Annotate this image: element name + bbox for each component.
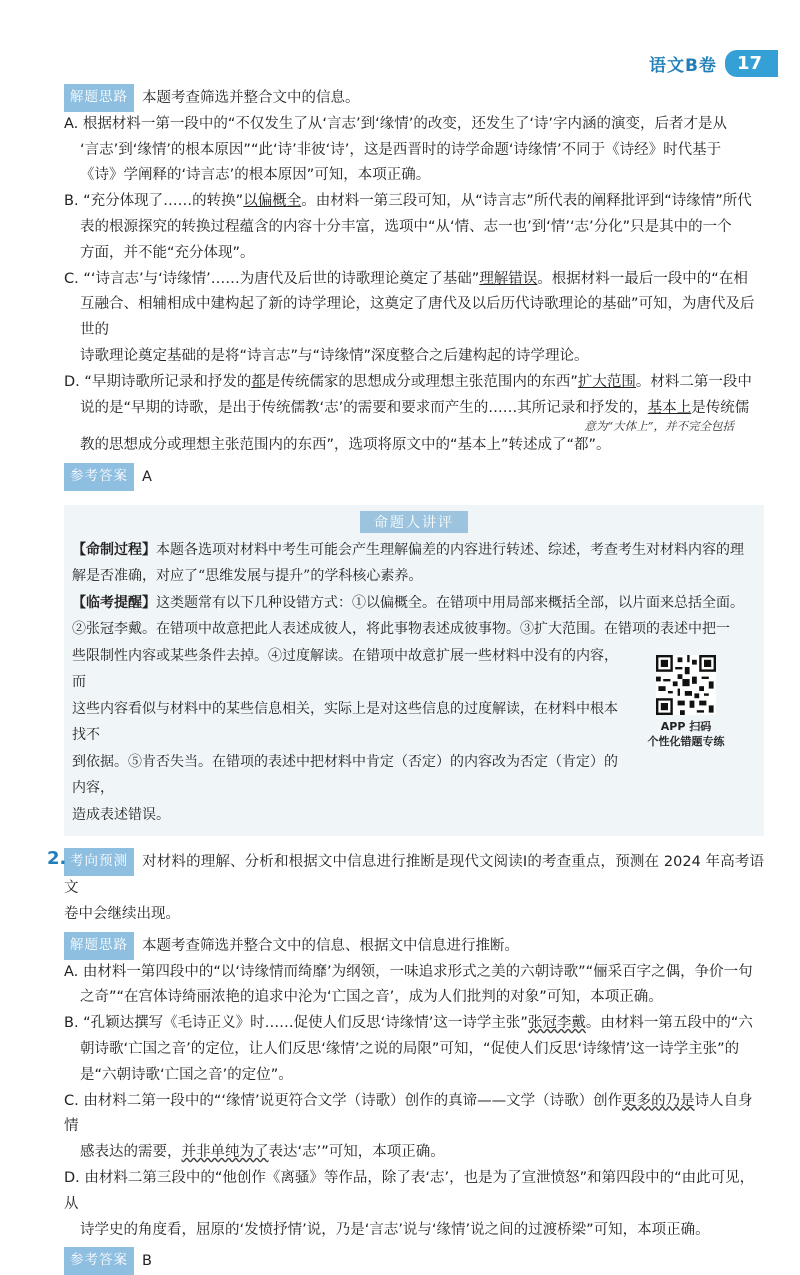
qr-code-area[interactable] [626,655,746,749]
text-span: D. 由材料二第三段中的“他创作《离骚》等作品，除了表‘志’，也是为了宣泄愤怒”和第四段中的“由此可见，从 [64,1170,755,1212]
text-span: 是“六朝诗歌‘亡国之音’的定位”。 [80,1066,293,1083]
text-span [699,686,704,691]
subject-label: 语文B卷 [648,55,717,76]
text-span: 朝诗歌‘亡国之音’的定位，让人们反思‘缘情’之说的局限”可知，“促使人们反思‘诗缘情’这一诗学主张”的 [80,1041,740,1058]
text-span: C. “‘诗言志’与‘诗缘情’……为唐代及后世的诗歌理论奠定了基础” [64,270,480,287]
text-span: 《诗》学阐释的‘诗言志’的根本原因”可知，本项正确。 [80,167,431,184]
text-span: 诗歌理论奠定基础的是将“诗言志”与“诗缘情”深度整合之后建构起的诗学理论。 [80,347,589,364]
text-span [702,677,709,679]
question-number: 2. [47,848,67,870]
text-span: 【命制过程】 [72,541,156,558]
text-span [678,701,685,706]
s2-option-d [64,1166,764,1243]
s2-answer [64,1247,764,1275]
text-span [690,701,695,708]
text-span: 表的根源探究的转换过程蕴含的内容十分丰富，选项中“从‘情、志一也’到‘情’‘志’分化”只是其中的一个 [80,218,732,235]
text-span [661,703,668,710]
underline-kuodafanwei: 扩大范围 [577,373,636,390]
text-span: 到依据。⑤肯否失当。在错项的表述中把材料中肯定（否定）的内容改为否定（肯定）的内容， [72,753,618,797]
text-span [678,674,683,679]
text-span: 解是否准确，对应了“思维发展与提升”的学科核心素养。 [72,568,423,585]
tag-answer-2: 参考答案 [64,1247,134,1275]
text-span: 些限制性内容或某些条件去掉。④过度解读。在错项中故意扩展一些材料中没有的内容，而 [72,647,618,691]
text-span [72,537,756,564]
text-span: 这些内容看似与材料中的某些信息相关，实际上是对这些信息的过度解读，在材料中根本找不 [72,700,618,744]
tag-jieti-2: 解题思路 [64,932,134,960]
s2-option-c [64,1089,764,1166]
text-span [64,1011,764,1037]
text-span [64,1140,764,1166]
text-span [692,660,697,665]
text-span: 本题考查筛选并整合文中的信息。 [142,90,360,106]
box-title: 命题人讲评 [360,511,468,533]
text-span [678,657,683,662]
tag-answer-1: 参考答案 [64,463,134,491]
underline-zhangguanlidai: 张冠李戴 [527,1015,586,1032]
qr-code-icon[interactable] [656,655,716,715]
text-span: 。由材料一第五段中的“六 [585,1015,753,1032]
text-span: B. “孔颖达撰写《毛诗正义》时……促使人们反思‘诗缘情’这一诗学主张” [64,1015,528,1032]
text-span: B [142,1253,152,1270]
text-span [692,677,697,684]
underline-bingfeidanchun: 并非单纯为了 [181,1144,269,1161]
text-span [704,693,709,695]
text-span [64,932,764,960]
text-span [685,667,690,674]
text-span [675,667,682,669]
text-span: 造成表述错误。 [72,806,170,823]
text-span [682,679,689,686]
text-span [64,189,764,215]
text-span: 说的是“早期的诗歌，是出于传统儒教‘志’的需要和要求而产生的……其所记录和抒发的， [80,399,648,416]
s1-intro [64,84,764,112]
text-span [64,848,764,902]
text-span [658,686,665,691]
section-2 [47,848,764,1275]
tag-jieti-1: 解题思路 [64,84,134,112]
text-span: 是传统儒 [691,399,750,416]
text-span [694,693,699,698]
text-span: 教的思想成分或理想主张范围内的东西”，选项将原文中的“基本上”转述成了“都”。 [80,437,611,454]
s1-option-a [64,112,764,189]
text-span: C. 由材料二第一段中的“‘缘情’说更符合文学（诗歌）创作的真谛——文学（诗歌）创作 [64,1092,623,1109]
text-span: 之奇”“在宫体诗绮丽浓艳的追求中沦为‘亡国之音’，成为人们批判的对象”可知，本项正确。 [80,989,663,1006]
text-span: 是传统儒家的思想成分或理想主张范围内的东西” [265,373,578,390]
tag-kaoxiang: 考向预测 [64,848,134,876]
text-span [64,1089,764,1141]
text-span: 诗学史的角度看，屈原的‘发愤抒情’说，乃是‘言志’说与‘缘情’说之间的过渡桥梁”可知，本项正确。 [80,1221,710,1238]
underline-yipiangaiquan: 以偏概全 [243,193,302,210]
text-span [72,590,756,617]
text-span [697,710,704,712]
text-span: 表达‘志’”可知，本项正确。 [268,1144,445,1161]
underline-gengduodenaishi: 更多的乃是 [622,1092,695,1109]
text-span: B. “充分体现了……的转换” [64,193,244,210]
commentary-box [64,505,764,837]
text-span [64,267,764,293]
underline-dou: 都 [251,373,266,390]
text-span: 对材料的理解、分析和根据文中信息进行推断是现代文阅读Ⅰ的考查重点，预测在 2024 年高考语文 [64,854,764,897]
text-span: 【临考提醒】 [72,594,156,611]
text-span: D. “早期诗歌所记录和抒发的 [64,373,252,390]
handwritten-note: 意为“大体上”，并不完全包括 [584,419,734,434]
text-span [709,705,714,712]
text-span: A [142,469,152,486]
page-content [47,84,764,1275]
text-span [673,681,678,686]
text-span [64,370,764,396]
text-span [678,689,680,696]
text-span: ②张冠李戴。在错项中故意把此人表述成彼人，将此事物表述成彼事物。③扩大范围。在错项的表述中把一 [72,621,730,638]
text-span: 方面，并不能“充分体现”。 [80,244,255,261]
text-span [704,660,711,667]
text-span: 。材料二第一段中 [635,373,752,390]
s1-option-d [64,370,764,459]
s1-option-b [64,189,764,266]
text-span [680,710,685,715]
page-header [649,48,778,78]
text-span [685,691,692,696]
text-span: 诗人自身情 [64,1092,753,1135]
text-span: 。根据材料一最后一段中的“在相 [537,270,748,287]
s1-option-c [64,267,764,370]
text-span: 卷中会继续出现。 [64,906,180,923]
text-span [687,655,689,662]
text-span: 感表达的需要， [80,1144,182,1161]
text-span: 本题各选项对材料中考生可能会产生理解偏差的内容进行转述、综述，考查考生对材料内容的理 [156,541,744,558]
text-span: A. 由材料一第四段中的“以‘诗缘情而绮靡’为纲领，一味追求形式之美的六朝诗歌”“俪采百字之偶，争价一句 [64,963,753,980]
underline-lijiecuowu: 理解错误 [479,270,538,287]
text-span: 本题考查筛选并整合文中的信息、根据文中信息进行推断。 [142,937,519,954]
text-span [656,677,661,682]
text-span [72,511,756,533]
text-span [663,679,670,681]
text-span: 。由材料一第三段可知，从“诗言志”所代表的阐释批评到“诗缘情”所代 [301,193,752,210]
text-span: ‘言志’到‘缘情’的根本原因”“此‘诗’非彼‘诗’，这是西晋时的诗学命题‘诗缘情’不同于《诗经》时代基于 [80,141,722,158]
text-span [709,681,714,688]
text-span: A. 根据材料一第一段中的“不仅发生了从‘言志’到‘缘情’的改变，还发生了‘诗’字内涵的演变，后者才是从 [64,115,728,132]
text-span: 互融合、相辅相成中建构起了新的诗学理论，这奠定了唐代及以后历代诗歌理论的基础”可知，为唐代及后世的 [80,296,755,339]
underline-jibenshang: 基本上 [647,399,692,416]
text-span: APP 扫码 [660,719,712,733]
text-span: 个性化错题专练 [647,734,725,748]
text-span [661,660,668,667]
s2-option-a [64,960,764,1012]
text-span [699,701,706,706]
page-number: 17 [725,50,778,77]
text-span: 这类题常有以下几种设错方式：①以偏概全。在错项中用局部来概括全部，以片面来总括全面。 [156,594,744,611]
s2-option-b [64,1011,764,1088]
s1-answer [64,463,764,491]
text-span [64,396,764,422]
text-span [668,691,673,693]
